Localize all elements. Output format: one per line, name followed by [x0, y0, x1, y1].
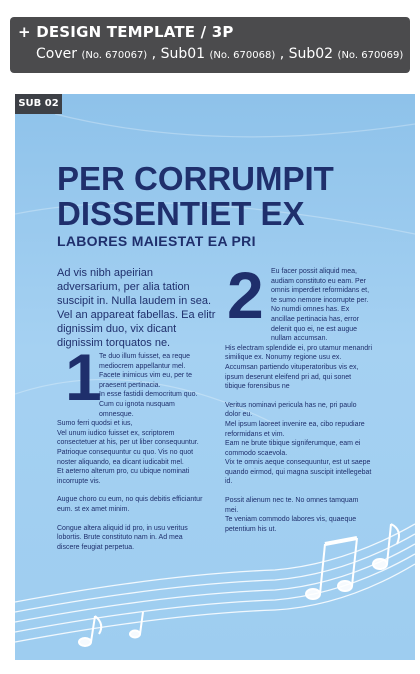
- article-title: PER CORRUMPIT DISSENTIET EX: [57, 160, 334, 232]
- section-number-2: 2: [227, 258, 264, 332]
- template-page-list: [18, 44, 402, 66]
- lead-paragraph: Ad vis nibh apeirian adversarium, per alia tation suscipit in. Nulla laudem in sea. Vel an appareat fabellas. Ea elitr dignissim duo, vix dicant dignissim torquatos ne.: [57, 267, 216, 349]
- template-title: + DESIGN TEMPLATE / 3P: [18, 23, 234, 41]
- sub02-number: (No. 670069): [337, 50, 404, 61]
- column-paragraph: Vel unum iudico fuisset ex, scriptorem consectetuer at his, per ut liber consequuntur. Patrioque consequuntur cu quo. Vis no quot noster aliquando, ea dicant iudicabit mel.: [57, 429, 199, 466]
- column-paragraph: No numdi omnes has. Ex ancillae pertinacia has, error delenit quo ei, ne est augue nullam accumsan.: [271, 306, 359, 343]
- cover-label: Cover: [36, 46, 77, 62]
- sub01-number: (No. 670068): [209, 50, 276, 61]
- column-paragraph: Te duo illum fuisset, ea reque mediocrem appellantur mel. Facete inimicus vim eu, per te praesent pertinacia.: [99, 353, 192, 389]
- sub01-label: Sub01: [160, 46, 206, 62]
- column-paragraph: In esse fastidii democritum quo. Cum cu ignota nusquam omnesque.: [99, 391, 198, 418]
- column-paragraph: Accumsan partiendo vituperatoribus vis ex, ipsum deserunt eleifend pri ad, qui sonet tibique forensibus ne: [225, 363, 359, 391]
- column-paragraph: Possit alienum nec te. No omnes tamquam mei.: [225, 497, 359, 514]
- left-text-column: [57, 352, 207, 552]
- separator: ,: [279, 46, 285, 62]
- article-subtitle: LABORES MAIESTAT EA PRI: [57, 233, 256, 249]
- template-page-preview: [15, 94, 415, 660]
- column-paragraph: Sumo ferri quodsi et ius,: [57, 420, 133, 428]
- sub02-label: Sub02: [288, 46, 334, 62]
- page-tag: SUB 02: [15, 94, 62, 114]
- column-paragraph: Veritus nominavi pericula has ne, pri paulo dolor eu.: [225, 401, 357, 419]
- column-paragraph: Et aeterno alterum pro, cu ubique nominati incorrupte vis.: [57, 468, 190, 485]
- cover-number: (No. 670067): [81, 50, 148, 61]
- column-paragraph: Mel ipsum laoreet invenire ea, cibo repudiare reformidans et vim.: [225, 420, 365, 438]
- template-header-banner: [10, 17, 410, 73]
- column-paragraph: Vix te omnis aeque consequuntur, est ut saepe quando eirmod, qui magna suscipit intellegebat id.: [225, 459, 372, 486]
- column-paragraph: His electram splendide ei, pro utamur menandri similique ex. Nonumy regione usu ex.: [225, 344, 373, 362]
- column-paragraph: Augue choro cu eum, no quis debitis efficiantur eum. st ex amet minim.: [57, 496, 203, 513]
- column-paragraph: Eu facer possit aliquid mea, audiam constituto eu eam. Per omnis imperdiet reformidans et, te sumo nemore incorrupte per.: [271, 268, 370, 304]
- column-paragraph: Congue altera aliquid id pro, in usu veritus lobortis. Brute constituto nam in. Ad mea discere feugiat perpetua.: [57, 524, 188, 551]
- section-number-1: 1: [65, 340, 102, 414]
- right-text-column: [225, 267, 373, 534]
- column-paragraph: Te veniam commodo labores vis, quaeque petentium his ut.: [225, 516, 357, 533]
- column-paragraph: Eam ne brute tibique signiferumque, eam ei commodo scaevola.: [225, 440, 361, 457]
- separator: ,: [151, 46, 157, 62]
